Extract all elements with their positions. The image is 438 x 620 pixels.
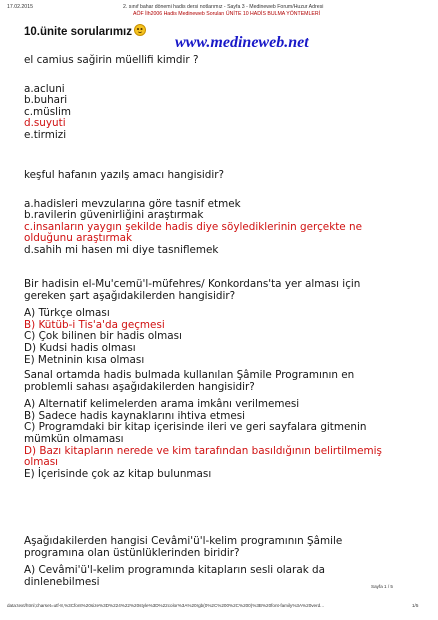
brand-url: www.medineweb.net: [175, 34, 309, 51]
answer-option: A) Alternatif kelimelerden arama imkânı verilmemesi: [24, 398, 300, 411]
question-text: Sanal ortamda hadis bulmada kullanılan Şâmile Programının en: [24, 369, 355, 381]
answer-option: B) Sadece hadis kaynaklarını ihtiva etmesi: [24, 409, 246, 422]
answer-option: a.acluni: [24, 82, 65, 95]
correct-answer-option: olduğunu araştırmak: [24, 232, 133, 245]
answer-option: C) Çok bilinen bir hadis olması: [24, 330, 182, 343]
answer-option: A) Cevâmi'ü'l-kelim programında kitapların sesli olarak da: [24, 564, 325, 577]
print-page-title: 2. sınıf bahar dönemi hadis dersi notlarımız - Sayfa 3 - Medineweb Forum/Huzur Adresi: [123, 4, 324, 10]
answer-option: b.ravilerin güvenirliğini araştırmak: [24, 209, 204, 222]
print-date: 17.02.2015: [7, 4, 33, 10]
correct-answer-option: d.suyuti: [24, 117, 66, 130]
answer-option: dinlenebilmesi: [24, 575, 100, 588]
answer-option: D) Kudsi hadis olması: [24, 342, 136, 354]
question-text: el camius sağirin müellifi kimdir ?: [24, 54, 199, 66]
correct-answer-option: olması: [24, 456, 59, 469]
answer-option: c.müslim: [24, 105, 72, 118]
answer-option: E) Metninin kısa olması: [24, 353, 145, 366]
answer-option: a.hadisleri mevzularına göre tasnif etmek: [24, 197, 241, 210]
heading-text: 10.ünite sorularımız: [24, 26, 133, 38]
question-text: gereken şart aşağıdakilerden hangisidir?: [24, 289, 236, 302]
correct-answer-option: D) Bazı kitapların nerede ve kim tarafından basıldığının belirtilmemiş: [24, 444, 382, 457]
answer-option: d.sahih mi hasen mi diye tasniflemek: [24, 244, 219, 256]
correct-answer-option: c.insanların yaygın şekilde hadis diye söylediklerinin gerçekte ne: [24, 220, 362, 233]
answer-option: E) İçerisinde çok az kitap bulunması: [24, 467, 212, 480]
question-text: programına olan üstünlüklerinden biridir?: [24, 546, 240, 559]
page-label: Sayfa 1 / 5: [371, 584, 393, 589]
question-text: problemli sahası aşağıdakilerden hangisidir?: [24, 380, 255, 393]
smiley-icon: [134, 24, 146, 36]
print-url: data:text/html;charset=utf-8,%3Cfont%20size%3D%224%22%20style%3D%22color%3A%20rgb(0%2C%200%2C%200)%3B%20font-family%3A%20verd...: [7, 603, 325, 608]
answer-option: b.buhari: [24, 94, 68, 107]
print-subtitle: AÖF İlh2006 Hadis Medineweb Soruları ÜNİTE 10 HADİS BULMA YÖNTEMLERİ: [133, 11, 321, 17]
answer-option: A) Türkçe olması: [24, 307, 110, 320]
question-text: Bir hadisin el-Mu'cemü'l-müfehres/ Konkordans'ta yer alması için: [24, 278, 361, 290]
question-text: Aşağıdakilerden hangisi Cevâmi'ü'l-kelim programının Şâmile: [24, 535, 343, 547]
question-text: keşful hafanın yazılş amacı hangisidir?: [24, 169, 225, 181]
answer-option: e.tirmizi: [24, 129, 67, 141]
page-number: 1/5: [412, 603, 419, 608]
page-heading: [24, 23, 146, 38]
answer-option: C) Programdaki bir kitap içerisinde ileri ve geri sayfalara gitmenin: [24, 421, 367, 434]
correct-answer-option: B) Kütüb-i Tis'a'da geçmesi: [24, 318, 165, 331]
answer-option: mümkün olmaması: [24, 433, 124, 445]
